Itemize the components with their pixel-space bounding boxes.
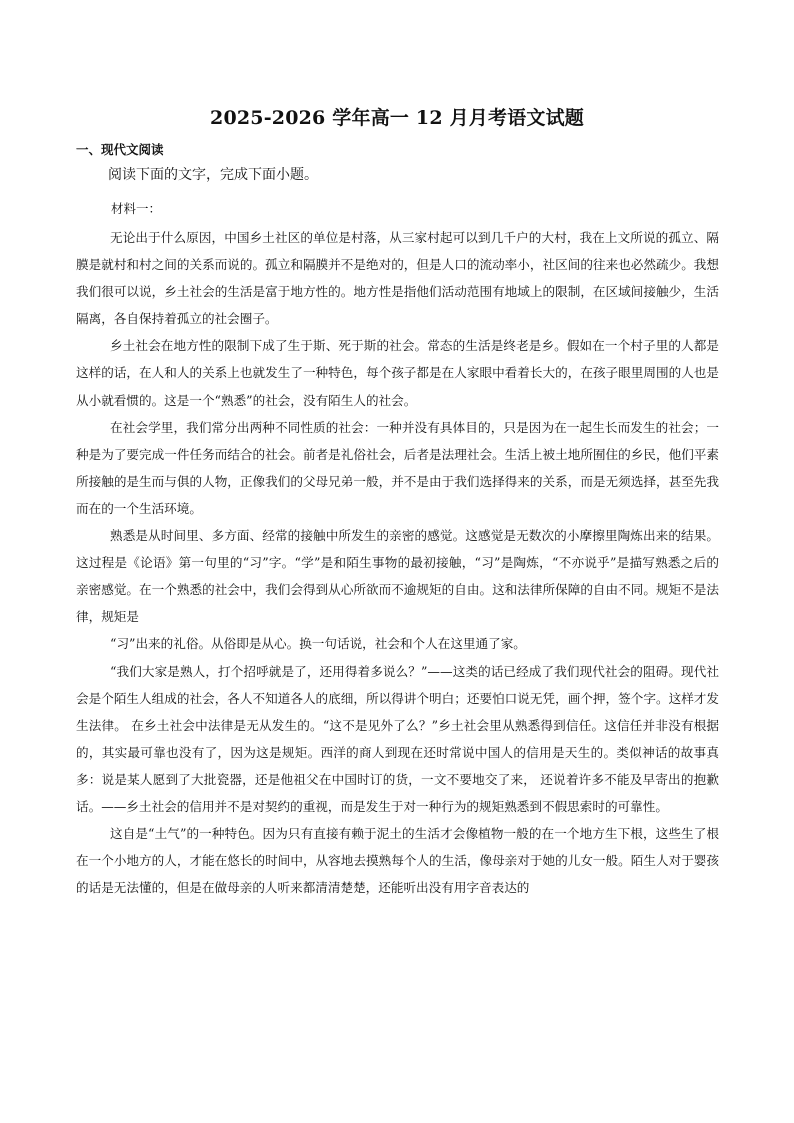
document-title: 2025-2026 学年高一 12 月月考语文试题	[210, 107, 584, 129]
paragraph: “习”出来的礼俗。从俗即是从心。换一句话说，社会和个人在这里通了家。	[110, 636, 526, 652]
paragraph: 这自是“土气”的一种特色。因为只有直接有赖于泥土的生活才会像植物一般的在一个地方生下根，这些生了根在一个小地方的人，才能在悠长的时间中，从容地去摸熟每个人的生活，像母亲对于她的儿女一般。陌生人对于婴孩的话是无法懂的，但是在做母亲的人听来都清清楚楚，还能听出没有用字音表达的	[76, 826, 719, 896]
paragraph: 无论出于什么原因，中国乡土社区的单位是村落，从三家村起可以到几千户的大村，我在上文所说的孤立、隔膜是就村和村之间的关系而说的。孤立和隔膜并不是绝对的，但是人口的流动率小，社区间的往来也必然疏少。我想我们很可以说，乡土社会的生活是富于地方性的。地方性是指他们活动范围有地域上的限制，在区域间接触少，生活隔离，各自保持着孤立的社会圈子。	[76, 230, 719, 327]
paragraph: 熟悉是从时间里、多方面、经常的接触中所发生的亲密的感觉。这感觉是无数次的小摩擦里陶炼出来的结果。这过程是《论语》第一句里的“习”字。“学”是和陌生事物的最初接触，“习”是陶炼，“不亦说乎”是描写熟悉之后的亲密感觉。在一个熟悉的社会中，我们会得到从心所欲而不逾规矩的自由。这和法律所保障的自由不同。规矩不是法律，规矩是	[76, 528, 719, 625]
passage-body	[76, 224, 719, 901]
paragraph: 乡土社会在地方性的限制下成了生于斯、死于斯的社会。常态的生活是终老是乡。假如在一个村子里的人都是这样的话，在人和人的关系上也就发生了一种特色，每个孩子都是在人家眼中看着长大的，在孩子眼里周围的人也是从小就看惯的。这是一个“熟悉”的社会，没有陌生人的社会。	[76, 338, 719, 408]
paragraph: “我们大家是熟人，打个招呼就是了，还用得着多说么？”——这类的话已经成了我们现代社会的阻碍。现代社会是个陌生人组成的社会，各人不知道各人的底细，所以得讲个明白；还要怕口说无凭，画个押，签个字。这样才发生法律。 在乡土社会中法律是无从发生的。“这不是见外了么？”乡土社会里从熟悉得到信任。这信任并非没有根据的，其实最可靠也没有了，因为这是规矩。西洋的商人到现在还时常说中国人的信用是天生的。类似神话的故事真多：说是某人愿到了大批瓷器，还是他祖父在中国时订的货，一文不要地交了来， 还说着许多不能及早寄出的抱歉话。——乡土社会的信用并不是对契约的重视，而是发生于对一种行为的规矩熟悉到不假思索时的可靠性。	[76, 663, 719, 814]
paragraph: 在社会学里，我们常分出两种不同性质的社会：一种并没有具体目的，只是因为在一起生长而发生的社会；一种是为了要完成一件任务而结合的社会。前者是礼俗社会，后者是法理社会。生活上被土地所囿住的乡民，他们平素所接触的是生而与俱的人物，正像我们的父母兄弟一般，并不是由于我们选择得来的关系，而是无须选择，甚至先我而在的一个生活环境。	[76, 419, 719, 516]
reading-instruction: 阅读下面的文字，完成下面小题。	[108, 167, 318, 183]
material-label: 材料一：	[111, 201, 162, 216]
section-heading: 一、现代文阅读	[76, 142, 164, 157]
